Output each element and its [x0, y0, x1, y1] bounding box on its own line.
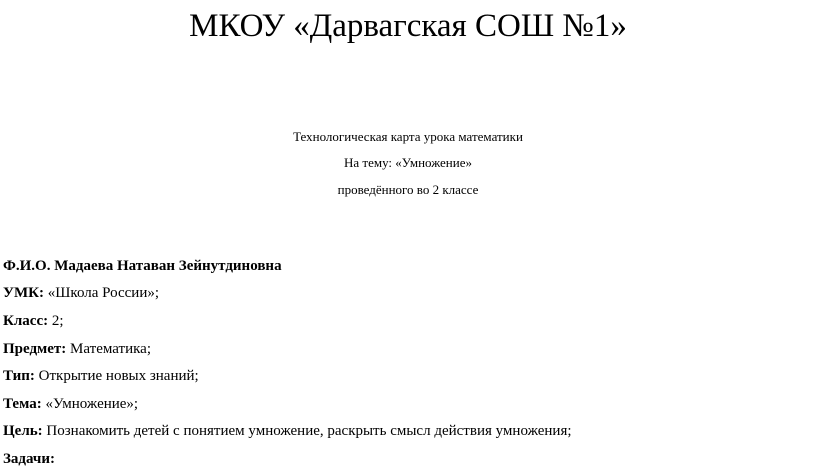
class-row: [3, 312, 64, 330]
type-value: Открытие новых знаний;: [34, 368, 199, 384]
goal-row: [3, 422, 572, 440]
class-label: Класс:: [3, 313, 49, 329]
umk-row: [3, 284, 159, 302]
subject-value: Математика;: [66, 341, 151, 357]
topic-row: [3, 395, 138, 413]
umk-label: УМК:: [3, 285, 45, 301]
type-row: [3, 367, 199, 385]
topic-value: «Умножение»;: [41, 396, 139, 412]
subject-label: Предмет:: [3, 341, 67, 357]
topic-label: Тема:: [3, 396, 42, 412]
class-value: 2;: [48, 313, 64, 329]
type-label: Тип:: [3, 368, 35, 384]
tasks-label: Задачи:: [3, 451, 56, 467]
umk-value: «Школа России»;: [44, 285, 160, 301]
subject-row: [3, 340, 151, 358]
doc-grade-line: проведённого во 2 классе: [337, 182, 479, 197]
doc-title: Технологическая карта урока математики: [293, 129, 523, 144]
school-title: МКОУ «Дарвагская СОШ №1»: [189, 8, 627, 44]
author-name: Ф.И.О. Мадаева Натаван Зейнутдиновна: [3, 258, 282, 274]
doc-topic-line: На тему: «Умножение»: [344, 155, 472, 170]
goal-label: Цель:: [3, 423, 43, 439]
goal-value: Познакомить детей с понятием умножение, раскрыть смысл действия умножения;: [42, 423, 572, 439]
author-row: [3, 257, 282, 275]
tasks-row: [3, 450, 55, 468]
